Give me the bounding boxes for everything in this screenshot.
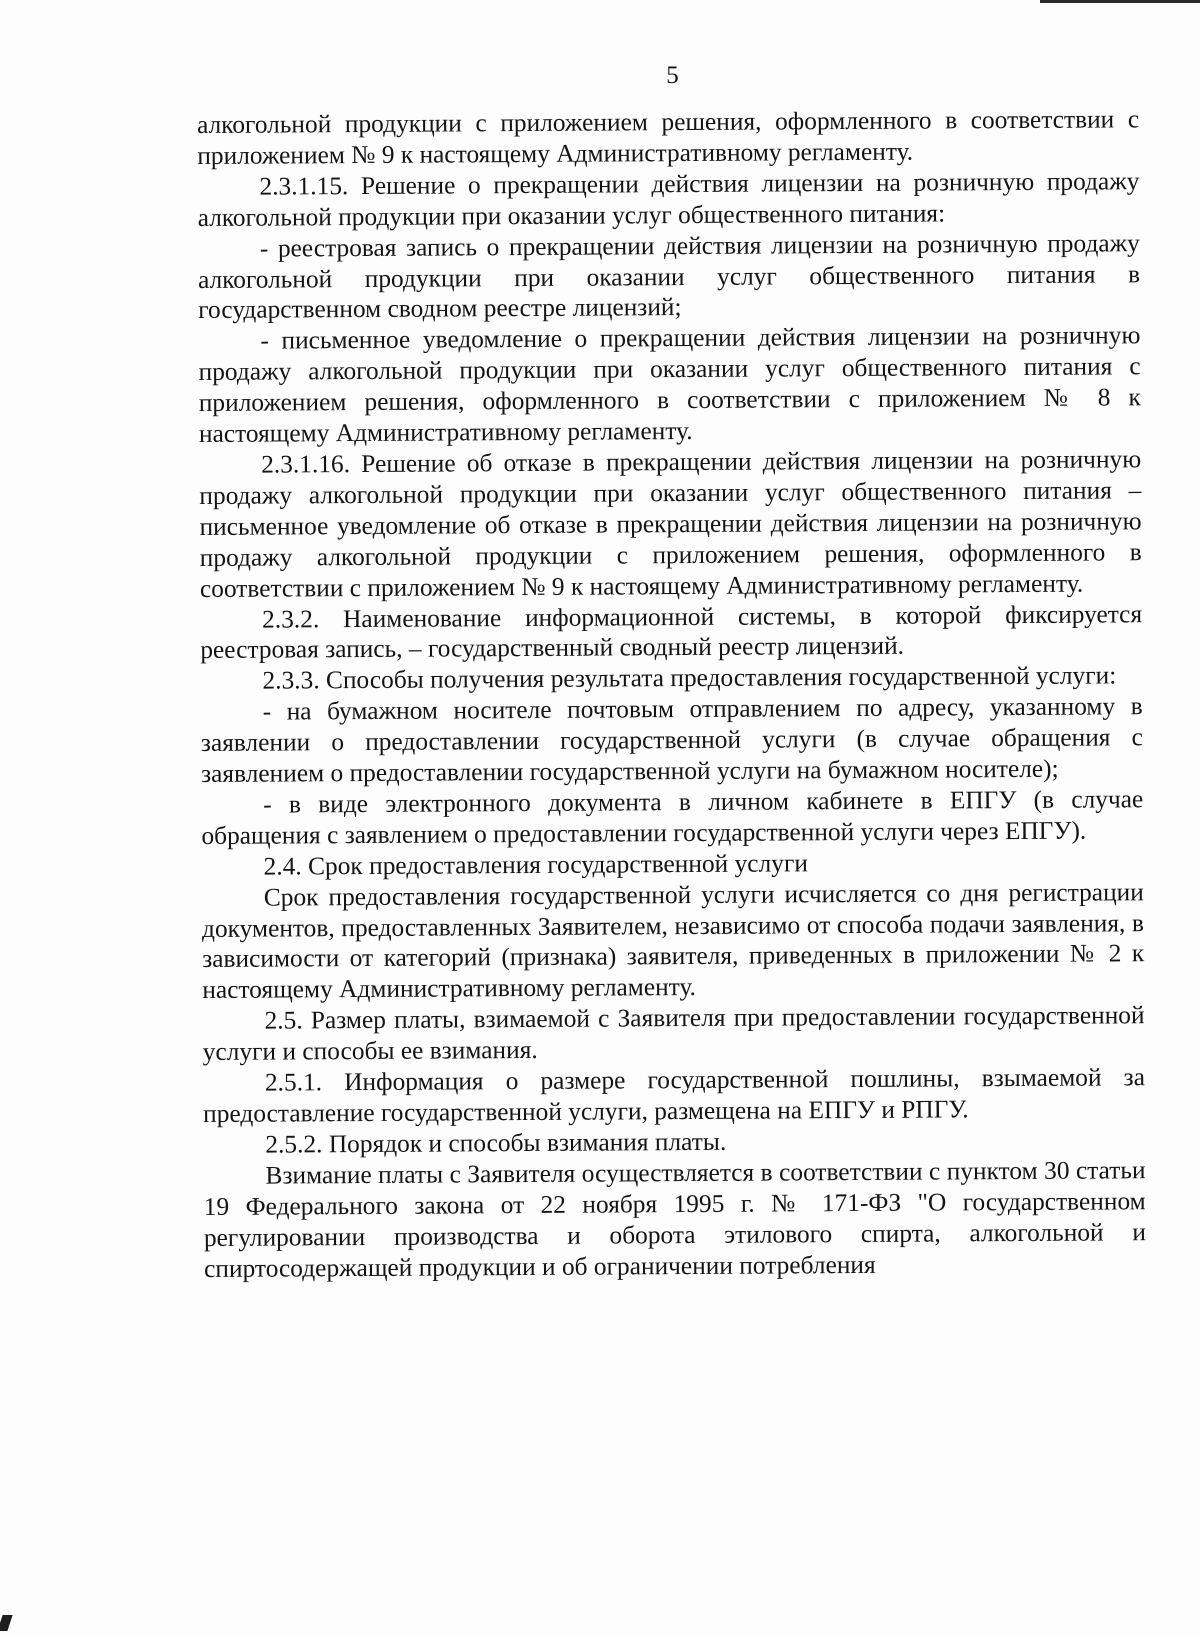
paragraph: - письменное уведомление о прекращении действия лицензии на розничную продажу алкогольной продукции при оказании услуг общественного питания с приложением решения, оформленного в соответствии с приложением № 8 к настоящему Административному регламенту. [198, 321, 1141, 449]
document-body [197, 104, 1146, 1284]
scan-edge-line [1040, 0, 1200, 3]
paragraph: - реестровая запись о прекращении действия лицензии на розничную продажу алкогольной продукции при оказании услуг общественного питания в государственном сводном реестре лицензий; [197, 228, 1141, 325]
paragraph: 2.3.1.16. Решение об отказе в прекращении действия лицензии на розничную продажу алкогольной продукции при оказании услуг общественного питания – письменное уведомление об отказе в прекращении действия лицензии на розничную продажу алкогольной продукции с приложением решения, оформленного в соответствии с приложением № 9 к настоящему Административному регламенту. [199, 445, 1142, 603]
paragraph: 2.5.1. Информация о размере государственной пошлины, взымаемой за предоставление государственной услуги, размещена на ЕПГУ и РПГУ. [203, 1063, 1146, 1128]
paragraph: - в виде электронного документа в личном кабинете в ЕПГУ (в случае обращения с заявлением о предоставлении государственной услуги через ЕПГУ). [201, 785, 1144, 850]
scan-corner-mark [0, 1615, 13, 1631]
paragraph: - на бумажном носителе почтовым отправлением по адресу, указанному в заявлении о предоставлении государственной услуги (в случае обращения с заявлением о предоставлении государственной услуги на бумажном носителе); [200, 692, 1143, 789]
paragraph: 2.3.2. Наименование информационной системы, в которой фиксируется реестровая запись, – государственный сводный реестр лицензий. [200, 599, 1143, 665]
paragraph: 2.3.1.15. Решение о прекращении действия лицензии на розничную продажу алкогольной продукции при оказании услуг общественного питания: [197, 167, 1140, 232]
paragraph: 2.3.3. Способы получения результата предоставления государственной услуги: [262, 661, 1117, 695]
page-number: 5 [666, 62, 679, 89]
section-heading: 2.4. Срок предоставления государственной услуги [263, 849, 808, 881]
paragraph: 2.5. Размер платы, взимаемой с Заявителя при предоставлении государственной услуги и способы ее взимания. [202, 1001, 1145, 1067]
paragraph: алкогольной продукции с приложением решения, оформленного в соответствии с приложением № 9 к настоящему Административному регламенту. [197, 105, 1140, 170]
paragraph: Взимание платы с Заявителя осуществляется в соответствии с пунктом 30 статьи 19 Федерального закона от 22 ноября 1995 г. № 171-ФЗ "О государственном регулировании производства и оборота этилового спирта, алкогольной и спиртосодержащей продукции и об ограничении потребления [203, 1156, 1146, 1283]
paragraph: 2.5.2. Порядок и способы взимания платы. [265, 1127, 727, 1159]
paragraph: Срок предоставления государственной услуги исчисляется со дня регистрации документов, предоставленных Заявителем, независимо от способа подачи заявления, в зависимости от категорий (признака) заявителя, приведенных в приложении № 2 к настоящему Административному регламенту. [201, 877, 1145, 1005]
